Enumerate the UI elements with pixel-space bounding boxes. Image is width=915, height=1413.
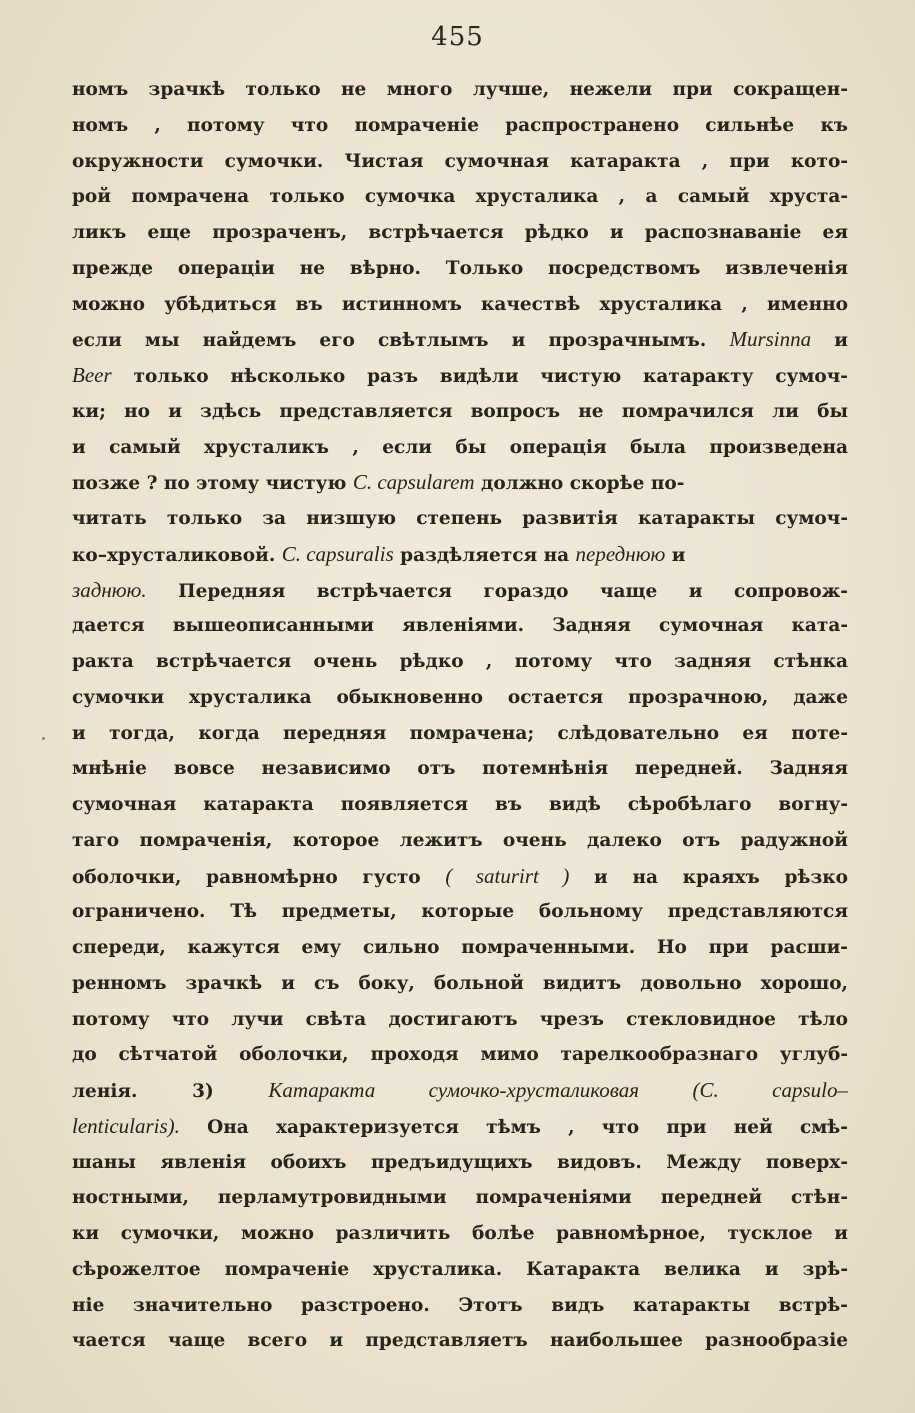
text-span: если мы найдемъ его свѣтлымъ и прозрачнымъ.	[72, 330, 730, 352]
text-line	[72, 787, 848, 823]
text-line	[72, 966, 848, 1002]
text-line	[72, 1180, 848, 1216]
text-line	[72, 680, 848, 716]
text-span: и на краяхъ рѣзко	[569, 866, 848, 888]
text-line	[72, 644, 848, 680]
text-span: дается вышеописанными явленіями. Задняя сумочная ката-	[72, 615, 848, 637]
text-line	[72, 1323, 848, 1359]
text-span: рой помрачена только сумочка хрусталика , а самый хруста-	[72, 186, 848, 208]
text-line	[72, 894, 848, 930]
text-line	[72, 537, 848, 573]
text-span: номъ , потому что помраченіе распространено сильнѣе къ	[72, 114, 848, 136]
text-span: сѣрожелтое помраченіе хрусталика. Катаракта велика и зрѣ-	[72, 1258, 848, 1280]
text-span: чается чаще всего и представляетъ наибольшее разнообразіе	[72, 1330, 848, 1352]
text-line	[72, 930, 848, 966]
text-line	[72, 716, 848, 752]
text-line	[72, 823, 848, 859]
italic-span: заднюю.	[72, 577, 147, 602]
text-span: ніе значительно разстроено. Этотъ видъ катаракты встрѣ-	[72, 1294, 848, 1316]
text-line	[72, 1073, 848, 1109]
italic-span: Катаракта сумочко-хрусталиковая (C. capsulo–	[268, 1078, 848, 1102]
text-line	[72, 287, 848, 323]
text-line	[72, 358, 848, 394]
italic-span: lenticularis).	[72, 1113, 180, 1138]
text-span: номъ зрачкѣ только не много лучше, нежели при сокращен-	[72, 79, 848, 100]
text-span: ностными, перламутровидными помраченіями передней стѣн-	[72, 1187, 848, 1209]
text-line	[72, 215, 848, 251]
text-span: шаны явленія обоихъ предъидущихъ видовъ. Между поверх-	[72, 1151, 848, 1173]
italic-span: C. capsularem	[352, 470, 475, 495]
text-span: и	[811, 330, 848, 352]
text-span: и самый хрусталикъ , если бы операція была произведена	[72, 436, 848, 458]
text-span: до сѣтчатой оболочки, проходя мимо тарелкообразнаго углуб-	[72, 1044, 848, 1066]
text-span: позже ? по этому чистую	[72, 473, 353, 495]
text-line	[72, 608, 848, 644]
italic-span: Mursinna	[729, 327, 812, 352]
text-span: ограничено. Тѣ предметы, которые больному представляются	[72, 901, 848, 923]
text-span: раздѣляется на	[393, 544, 576, 566]
text-span: ракта встрѣчается очень рѣдко , потому что задняя стѣнка	[72, 651, 848, 672]
text-span: ко–хрусталиковой.	[72, 544, 282, 566]
text-span: ки; но и здѣсь представляется вопросъ не помрачился ли бы	[72, 400, 848, 422]
text-line	[72, 144, 848, 180]
text-span: прежде операціи не вѣрно. Только посредствомъ извлеченія	[72, 257, 848, 279]
body-text	[72, 72, 848, 1359]
text-line	[72, 394, 848, 430]
margin-speck	[42, 737, 45, 740]
text-line	[72, 1037, 848, 1073]
italic-span: Beer	[72, 363, 112, 387]
text-line	[72, 1252, 848, 1288]
text-line	[72, 72, 848, 108]
text-line	[72, 1288, 848, 1324]
text-line	[72, 251, 848, 287]
text-line	[72, 322, 848, 358]
page-number: 455	[431, 22, 484, 52]
text-line	[72, 751, 848, 787]
text-line	[72, 179, 848, 215]
text-line	[72, 1145, 848, 1181]
text-span: Она характеризуется тѣмъ , что при ней смѣ-	[179, 1116, 848, 1138]
text-span: потому что лучи свѣта достигаютъ чрезъ стекловидное тѣло	[72, 1008, 848, 1030]
text-span: ренномъ зрачкѣ и съ боку, больной видитъ довольно хорошо,	[72, 972, 848, 994]
italic-span: ( saturirt )	[445, 863, 570, 888]
text-span: ленія. 3)	[72, 1081, 269, 1102]
text-span: и	[665, 544, 686, 566]
italic-span: переднюю	[575, 541, 666, 566]
text-span: только нѣсколько разъ видѣли чистую катаракту сумоч-	[111, 366, 848, 387]
text-line	[72, 430, 848, 466]
italic-span: C. capsuralis	[281, 541, 394, 566]
text-span: ки сумочки, можно различить болѣе равномѣрное, тусклое и	[72, 1223, 848, 1244]
text-line	[72, 1002, 848, 1038]
text-span: Передняя встрѣчается гораздо чаще и сопровож-	[146, 580, 848, 602]
text-span: ликъ еще прозраченъ, встрѣчается рѣдко и распознаваніе ея	[72, 222, 848, 243]
text-span: спереди, кажутся ему сильно помраченными. Но при расши-	[72, 937, 848, 958]
text-span: должно скорѣе по-	[474, 473, 685, 495]
text-line	[72, 501, 848, 537]
text-line	[72, 859, 848, 895]
text-line	[72, 573, 848, 609]
text-span: таго помраченія, которое лежитъ очень далеко отъ радужной	[72, 829, 848, 851]
text-line	[72, 1109, 848, 1145]
text-span: читать только за низшую степень развитія катаракты сумоч-	[72, 508, 848, 529]
text-line	[72, 465, 848, 501]
text-span: мнѣніе вовсе независимо отъ потемнѣнія передней. Задняя	[72, 758, 848, 780]
text-span: и тогда, когда передняя помрачена; слѣдовательно ея поте-	[72, 722, 848, 744]
text-span: окружности сумочки. Чистая сумочная катаракта , при кото-	[72, 150, 848, 172]
text-span: оболочки, равномѣрно густо	[72, 866, 446, 888]
text-line	[72, 108, 848, 144]
text-span: сумочки хрусталика обыкновенно остается прозрачною, даже	[72, 686, 848, 708]
text-span: сумочная катаракта появляется въ видѣ сѣробѣлаго вогну-	[72, 794, 848, 815]
text-line	[72, 1216, 848, 1252]
text-span: можно убѣдиться въ истинномъ качествѣ хрусталика , именно	[72, 293, 848, 315]
